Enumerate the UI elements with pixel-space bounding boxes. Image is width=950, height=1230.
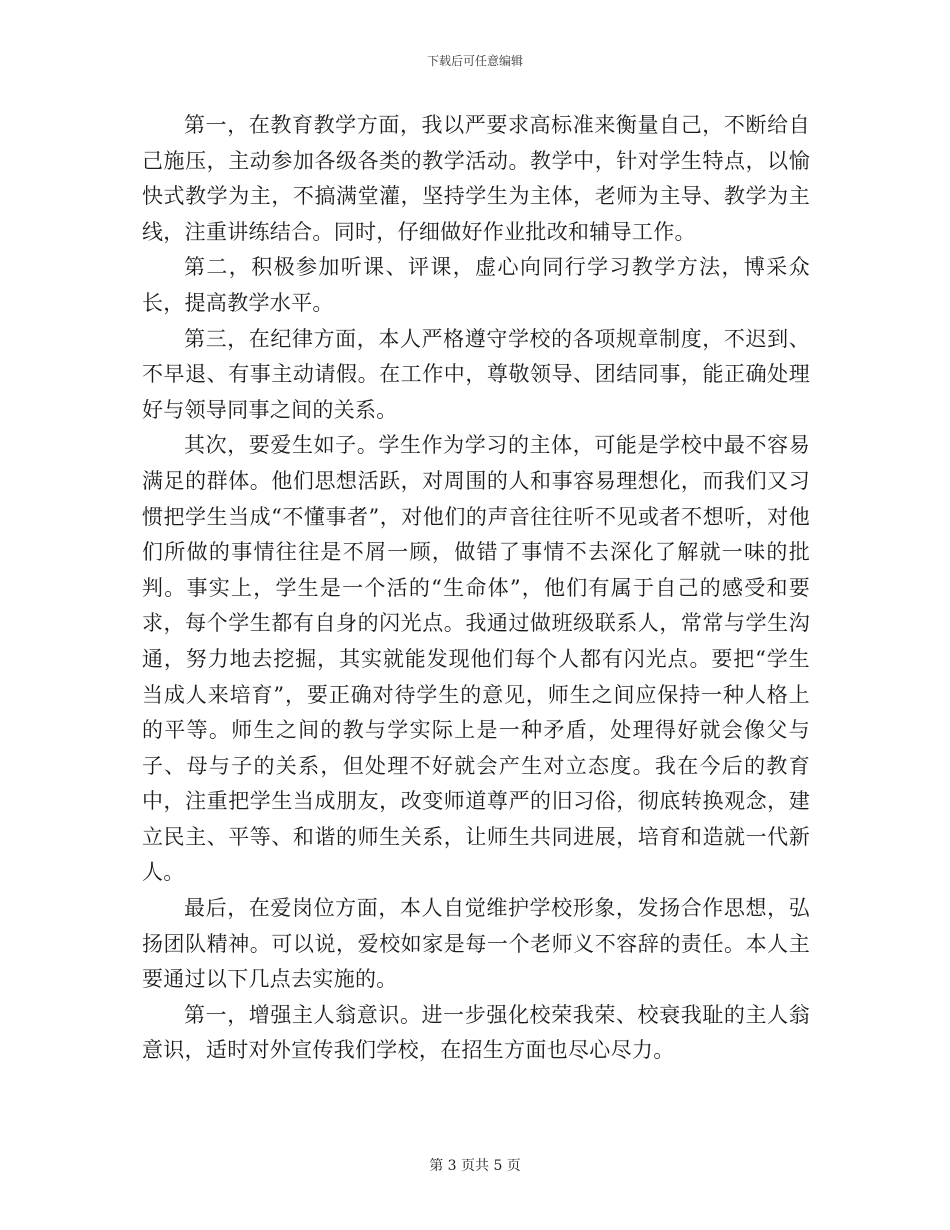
page-header: 下载后可任意编辑	[426, 54, 523, 68]
paragraph-love-post: 最后，在爱岗位方面，本人自觉维护学校形象，发扬合作思想，弘扬团队精神。可以说，爱校如家是每一个老师义不容辞的责任。本人主要通过以下几点去实施的。	[142, 896, 810, 992]
paragraph-ownership: 第一，增强主人翁意识。进一步强化校荣我荣、校衰我耻的主人翁意识，适时对外宣传我们学校，在招生方面也尽心尽力。	[142, 1002, 810, 1063]
document-body	[142, 108, 810, 1069]
paragraph-lesson-observation: 第二，积极参加听课、评课，虚心向同行学习教学方法，博采众长，提高教学水平。	[142, 255, 810, 315]
paragraph-love-students: 其次，要爱生如子。学生作为学习的主体，可能是学校中最不容易满足的群体。他们思想活跃，对周围的人和事容易理想化，而我们又习惯把学生当成“不懂事者”，对他们的声音往往听不见或者不想听，对他们所做的事情往往是不屑一顾，做错了事情不去深化了解就一味的批判。事实上，学生是一个活的“生命体”，他们有属于自己的感受和要求，每个学生都有自身的闪光点。我通过做班级联系人，常常与学生沟通，努力地去挖掘，其实就能发现他们每个人都有闪光点。要把“学生当成人来培育”，要正确对待学生的意见，师生之间应保持一种人格上的平等。师生之间的教与学实际上是一种矛盾，处理得好就会像父与子、母与子的关系，但处理不好就会产生对立态度。我在今后的教育中，注重把学生当成朋友，改变师道尊严的旧习俗，彻底转换观念，建立民主、平等、和谐的师生关系，让师生共同进展，培育和造就一代新人。	[142, 433, 810, 885]
page-footer: 第 3 页共 5 页	[429, 1158, 521, 1174]
paragraph-teaching: 第一，在教育教学方面，我以严要求高标准来衡量自己，不断给自己施压，主动参加各级各类的教学活动。教学中，针对学生特点，以愉快式教学为主，不搞满堂灌，坚持学生为主体，老师为主导、教学为主线，注重讲练结合。同时，仔细做好作业批改和辅导工作。	[142, 113, 810, 244]
paragraph-discipline: 第三，在纪律方面，本人严格遵守学校的各项规章制度，不迟到、不早退、有事主动请假。在工作中，尊敬领导、团结同事，能正确处理好与领导同事之间的关系。	[142, 326, 810, 422]
